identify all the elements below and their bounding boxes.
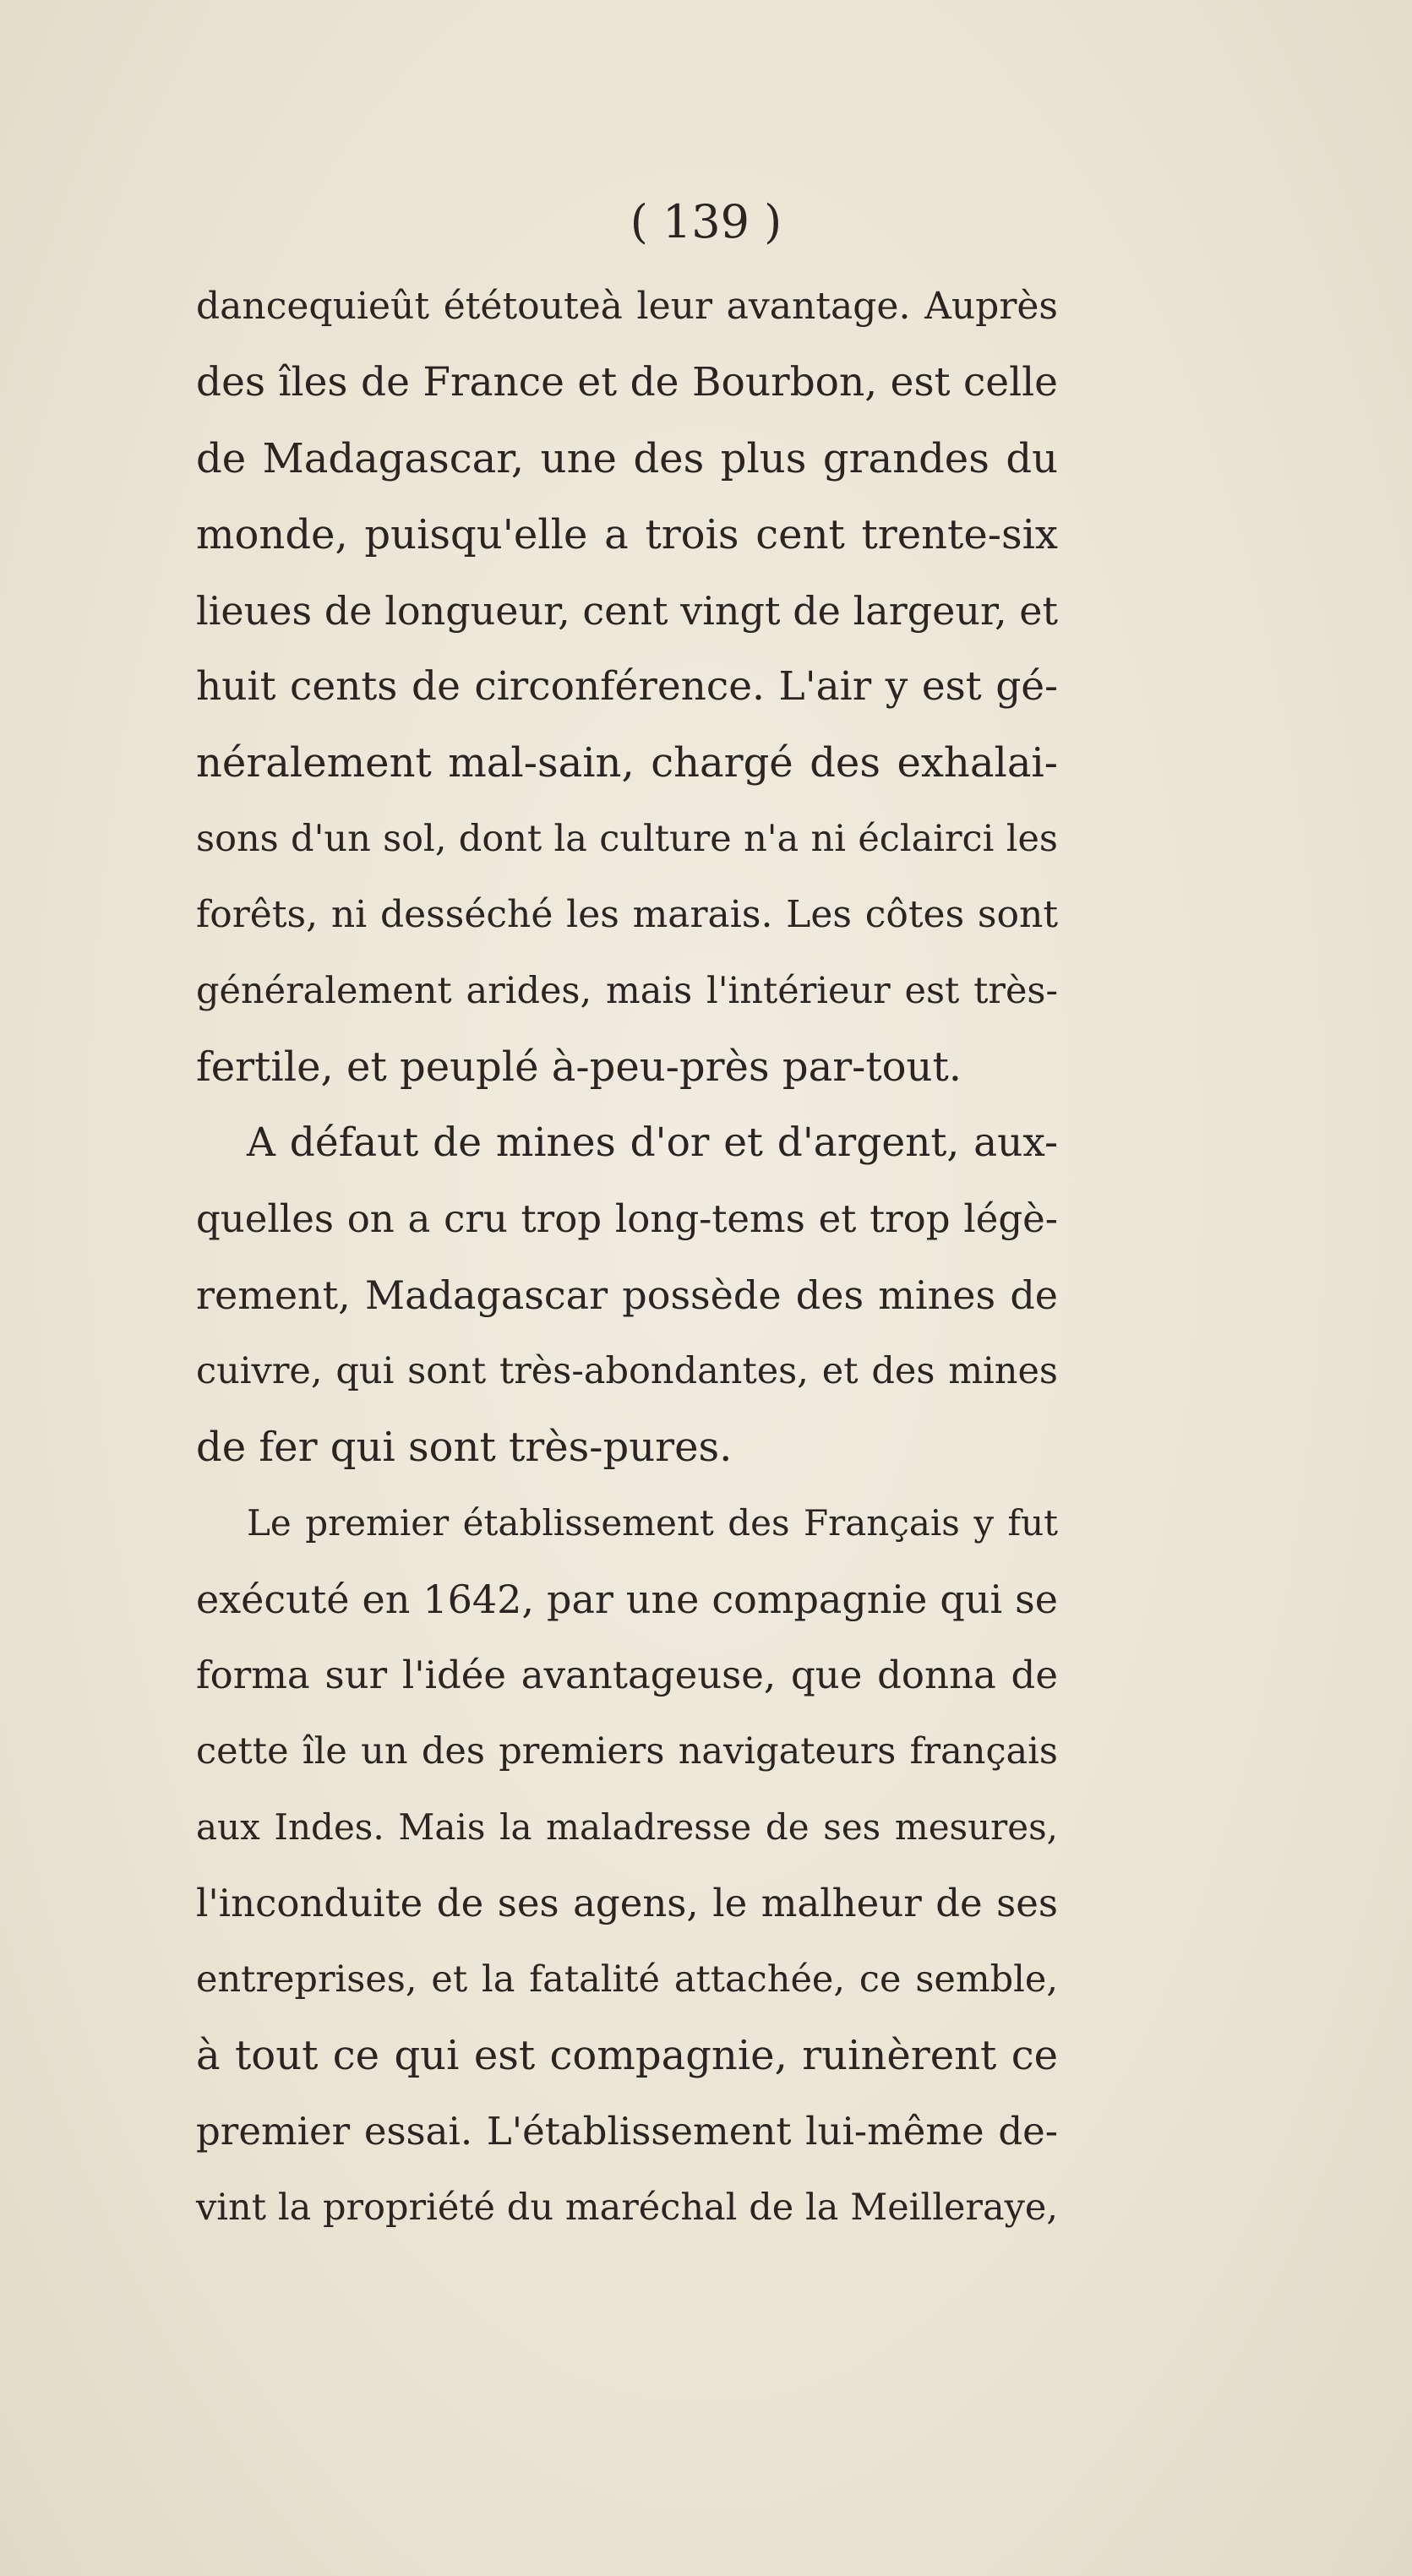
text-line: forma sur l'idée avantageuse, que donna de xyxy=(196,1653,1058,1697)
text-line: dancequieût ététouteà leur avantage. Auprès xyxy=(196,285,1058,328)
text-line: vint la propriété du maréchal de la Meilleraye, xyxy=(196,2187,1058,2229)
text-line: cuivre, qui sont très-abondantes, et des mines xyxy=(196,1350,1058,1392)
text-line: sons d'un sol, dont la culture n'a ni éclairci les xyxy=(196,818,1058,860)
text-line: l'inconduite de ses agens, le malheur de ses xyxy=(196,1881,1058,1925)
text-line: quelles on a cru trop long-tems et trop légè- xyxy=(196,1196,1058,1241)
text-line: lieues de longueur, cent vingt de largeur, et xyxy=(196,588,1058,634)
text-line: monde, puisqu'elle a trois cent trente-six xyxy=(196,511,1058,558)
text-line: Le premier établissement des Français y fut xyxy=(247,1502,1058,1544)
text-line: entreprises, et la fatalité attachée, ce semble, xyxy=(196,1958,1058,2001)
body-text xyxy=(196,269,1058,2246)
text-line: forêts, ni desséché les marais. Les côtes sont xyxy=(196,893,1058,936)
text-line: A défaut de mines d'or et d'argent, aux- xyxy=(247,1119,1058,1166)
text-line: exécuté en 1642, par une compagnie qui se xyxy=(196,1577,1058,1622)
text-line: généralement arides, mais l'intérieur est très- xyxy=(196,970,1058,1012)
text-line: fertile, et peuplé à-peu-près par-tout. xyxy=(196,1043,962,1091)
text-line: à tout ce qui est compagnie, ruinèrent ce xyxy=(196,2032,1058,2079)
text-line: de fer qui sont très-pures. xyxy=(196,1424,733,1471)
text-line: néralement mal-sain, chargé des exhalai- xyxy=(196,739,1058,787)
page-number: ( 139 ) xyxy=(630,195,782,248)
text-line: rement, Madagascar possède des mines de xyxy=(196,1272,1058,1318)
text-line: de Madagascar, une des plus grandes du xyxy=(196,435,1058,482)
text-line: cette île un des premiers navigateurs français xyxy=(196,1730,1058,1773)
text-line: des îles de France et de Bourbon, est celle xyxy=(196,359,1058,406)
text-line: aux Indes. Mais la maladresse de ses mesures, xyxy=(196,1806,1058,1848)
text-line: huit cents de circonférence. L'air y est gé- xyxy=(196,663,1058,710)
text-line: premier essai. L'établissement lui-même de- xyxy=(196,2109,1058,2154)
